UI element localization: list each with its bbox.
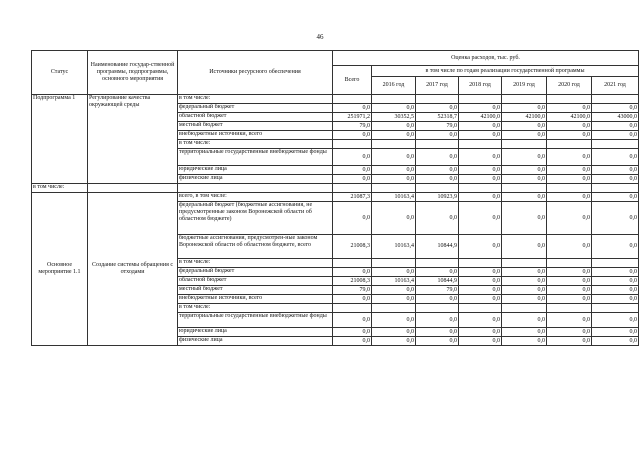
- source-cell: территориальные государственные внебюджетные фонды: [178, 149, 333, 166]
- value-cell: 42100,0: [459, 113, 502, 122]
- value-cell: [502, 259, 547, 268]
- value-cell: [502, 140, 547, 149]
- value-cell: 0,0: [592, 295, 639, 304]
- value-cell: 0,0: [592, 149, 639, 166]
- value-cell: 0,0: [333, 202, 372, 235]
- empty-cell: [502, 184, 547, 193]
- value-cell: [416, 95, 459, 104]
- source-cell: в том числе:: [178, 304, 333, 313]
- value-cell: 0,0: [502, 328, 547, 337]
- row-status: Подпрограмма 1: [32, 95, 88, 184]
- value-cell: 10844,9: [416, 277, 459, 286]
- value-cell: 0,0: [502, 235, 547, 259]
- value-cell: 0,0: [333, 328, 372, 337]
- value-cell: 0,0: [547, 193, 592, 202]
- value-cell: 0,0: [333, 175, 372, 184]
- separator-row: [32, 184, 639, 193]
- value-cell: 0,0: [333, 295, 372, 304]
- value-cell: [372, 259, 416, 268]
- value-cell: 0,0: [547, 277, 592, 286]
- value-cell: 0,0: [372, 202, 416, 235]
- value-cell: 0,0: [459, 277, 502, 286]
- header-name: Наименование государ-ственной программы, подпрограммы, основного мероприятия: [88, 51, 178, 95]
- value-cell: 0,0: [372, 175, 416, 184]
- value-cell: 42100,0: [502, 113, 547, 122]
- value-cell: 0,0: [372, 295, 416, 304]
- value-cell: 10163,4: [372, 235, 416, 259]
- source-cell: всего, в том числе:: [178, 193, 333, 202]
- header-by-years: в том числе по годам реализации государственной программы: [372, 66, 639, 77]
- header-year: 2021 год: [592, 77, 639, 95]
- value-cell: 0,0: [502, 337, 547, 346]
- value-cell: 0,0: [333, 149, 372, 166]
- value-cell: 0,0: [592, 268, 639, 277]
- value-cell: 21008,3: [333, 277, 372, 286]
- source-cell: юридические лица: [178, 166, 333, 175]
- value-cell: [459, 304, 502, 313]
- row-name: Создание системы обращения с отходами: [88, 193, 178, 346]
- value-cell: 0,0: [416, 149, 459, 166]
- value-cell: 52318,7: [416, 113, 459, 122]
- value-cell: 0,0: [416, 175, 459, 184]
- empty-cell: [372, 184, 416, 193]
- value-cell: 0,0: [333, 268, 372, 277]
- source-cell: внебюджетные источники, всего: [178, 131, 333, 140]
- value-cell: [502, 304, 547, 313]
- value-cell: 0,0: [547, 202, 592, 235]
- header-year: 2016 год: [372, 77, 416, 95]
- value-cell: [459, 140, 502, 149]
- value-cell: [502, 95, 547, 104]
- value-cell: [547, 140, 592, 149]
- header-sources: Источники ресурсного обеспечения: [178, 51, 333, 95]
- value-cell: 0,0: [333, 131, 372, 140]
- source-cell: физические лица: [178, 337, 333, 346]
- header-total: Всего: [333, 66, 372, 95]
- value-cell: [416, 304, 459, 313]
- value-cell: 0,0: [592, 193, 639, 202]
- value-cell: 0,0: [592, 286, 639, 295]
- value-cell: 79,0: [416, 122, 459, 131]
- value-cell: 0,0: [547, 175, 592, 184]
- value-cell: 79,0: [333, 122, 372, 131]
- value-cell: 0,0: [416, 104, 459, 113]
- value-cell: 0,0: [416, 313, 459, 328]
- value-cell: 0,0: [459, 131, 502, 140]
- header-year: 2017 год: [416, 77, 459, 95]
- value-cell: 0,0: [459, 175, 502, 184]
- value-cell: [592, 140, 639, 149]
- empty-cell: [333, 184, 372, 193]
- value-cell: 0,0: [547, 122, 592, 131]
- value-cell: [333, 95, 372, 104]
- value-cell: 0,0: [592, 337, 639, 346]
- value-cell: 0,0: [592, 202, 639, 235]
- value-cell: [459, 95, 502, 104]
- value-cell: 0,0: [372, 149, 416, 166]
- value-cell: 10844,9: [416, 235, 459, 259]
- value-cell: 0,0: [416, 337, 459, 346]
- source-cell: областной бюджет: [178, 113, 333, 122]
- value-cell: [547, 304, 592, 313]
- value-cell: 0,0: [592, 235, 639, 259]
- value-cell: [592, 259, 639, 268]
- value-cell: 0,0: [459, 202, 502, 235]
- value-cell: 79,0: [416, 286, 459, 295]
- value-cell: 0,0: [372, 131, 416, 140]
- value-cell: 0,0: [333, 337, 372, 346]
- value-cell: 30352,5: [372, 113, 416, 122]
- value-cell: 0,0: [459, 313, 502, 328]
- header-year: 2018 год: [459, 77, 502, 95]
- source-cell: областной бюджет: [178, 277, 333, 286]
- value-cell: 0,0: [592, 104, 639, 113]
- value-cell: 0,0: [547, 149, 592, 166]
- value-cell: 0,0: [547, 166, 592, 175]
- empty-cell: [416, 184, 459, 193]
- source-cell: территориальные государственные внебюджетные фонды: [178, 313, 333, 328]
- value-cell: 0,0: [459, 295, 502, 304]
- value-cell: 0,0: [547, 235, 592, 259]
- value-cell: 0,0: [459, 166, 502, 175]
- value-cell: [416, 259, 459, 268]
- value-cell: 0,0: [416, 328, 459, 337]
- value-cell: [547, 95, 592, 104]
- row-name: Регулирование качества окружающей среды: [88, 95, 178, 184]
- value-cell: 0,0: [372, 313, 416, 328]
- value-cell: 0,0: [416, 131, 459, 140]
- page-number: 46: [316, 33, 324, 41]
- value-cell: 0,0: [592, 277, 639, 286]
- value-cell: 0,0: [547, 104, 592, 113]
- value-cell: 0,0: [592, 131, 639, 140]
- value-cell: [372, 95, 416, 104]
- value-cell: [333, 259, 372, 268]
- value-cell: 0,0: [372, 166, 416, 175]
- source-cell: федеральный бюджет (бюджетные ассигнования, не предусмотренные законом Воронежской области об областном бюджете): [178, 202, 333, 235]
- value-cell: 0,0: [502, 131, 547, 140]
- source-cell: физические лица: [178, 175, 333, 184]
- header-year: 2019 год: [502, 77, 547, 95]
- source-cell: местный бюджет: [178, 122, 333, 131]
- value-cell: 0,0: [592, 166, 639, 175]
- value-cell: 0,0: [372, 122, 416, 131]
- value-cell: 0,0: [502, 122, 547, 131]
- value-cell: 0,0: [502, 286, 547, 295]
- value-cell: 0,0: [459, 122, 502, 131]
- value-cell: 0,0: [459, 268, 502, 277]
- source-cell: юридические лица: [178, 328, 333, 337]
- value-cell: 0,0: [502, 149, 547, 166]
- value-cell: 0,0: [459, 286, 502, 295]
- value-cell: 0,0: [502, 277, 547, 286]
- value-cell: 0,0: [502, 295, 547, 304]
- value-cell: 0,0: [372, 268, 416, 277]
- source-cell: внебюджетные источники, всего: [178, 295, 333, 304]
- value-cell: 0,0: [333, 104, 372, 113]
- header-status: Статус: [32, 51, 88, 95]
- value-cell: 0,0: [333, 166, 372, 175]
- value-cell: 10163,4: [372, 277, 416, 286]
- empty-cell: [547, 184, 592, 193]
- value-cell: 0,0: [592, 122, 639, 131]
- value-cell: [372, 304, 416, 313]
- value-cell: [416, 140, 459, 149]
- value-cell: 0,0: [547, 328, 592, 337]
- value-cell: 0,0: [416, 295, 459, 304]
- value-cell: 0,0: [592, 328, 639, 337]
- value-cell: 0,0: [333, 313, 372, 328]
- value-cell: 0,0: [459, 328, 502, 337]
- source-cell: федеральный бюджет: [178, 268, 333, 277]
- value-cell: [592, 304, 639, 313]
- empty-cell: [459, 184, 502, 193]
- value-cell: [592, 95, 639, 104]
- separator-label: в том числе:: [32, 184, 88, 193]
- value-cell: 0,0: [459, 235, 502, 259]
- value-cell: 251971,2: [333, 113, 372, 122]
- value-cell: 0,0: [372, 286, 416, 295]
- value-cell: 0,0: [416, 202, 459, 235]
- value-cell: 0,0: [547, 286, 592, 295]
- value-cell: 0,0: [502, 313, 547, 328]
- source-cell: бюджетные ассигнования, предусмотрен-ные законом Воронежской области об областном бюджете, всего: [178, 235, 333, 259]
- value-cell: 0,0: [459, 337, 502, 346]
- value-cell: 0,0: [547, 337, 592, 346]
- value-cell: 0,0: [547, 295, 592, 304]
- value-cell: 0,0: [372, 104, 416, 113]
- value-cell: 0,0: [502, 202, 547, 235]
- table-row: [32, 95, 639, 104]
- source-cell: в том числе:: [178, 140, 333, 149]
- empty-cell: [88, 184, 178, 193]
- value-cell: [333, 304, 372, 313]
- value-cell: 0,0: [416, 268, 459, 277]
- value-cell: 10163,4: [372, 193, 416, 202]
- value-cell: [547, 259, 592, 268]
- header-estimate: Оценка расходов, тыс. руб.: [333, 51, 639, 66]
- value-cell: 10923,9: [416, 193, 459, 202]
- value-cell: [459, 259, 502, 268]
- value-cell: 0,0: [502, 104, 547, 113]
- value-cell: 0,0: [547, 268, 592, 277]
- value-cell: 79,0: [333, 286, 372, 295]
- value-cell: 0,0: [502, 193, 547, 202]
- value-cell: 0,0: [592, 313, 639, 328]
- value-cell: 0,0: [459, 193, 502, 202]
- value-cell: 0,0: [416, 166, 459, 175]
- row-status: Основное мероприятие 1.1: [32, 193, 88, 346]
- source-cell: в том числе:: [178, 259, 333, 268]
- empty-cell: [592, 184, 639, 193]
- value-cell: 0,0: [592, 175, 639, 184]
- value-cell: 0,0: [459, 104, 502, 113]
- value-cell: 21087,3: [333, 193, 372, 202]
- value-cell: 0,0: [502, 166, 547, 175]
- source-cell: в том числе:: [178, 95, 333, 104]
- value-cell: 0,0: [547, 313, 592, 328]
- source-cell: федеральный бюджет: [178, 104, 333, 113]
- value-cell: 0,0: [502, 268, 547, 277]
- table-row: [32, 193, 639, 202]
- value-cell: 0,0: [372, 328, 416, 337]
- value-cell: 0,0: [459, 149, 502, 166]
- value-cell: [333, 140, 372, 149]
- budget-table: [31, 50, 639, 346]
- value-cell: [372, 140, 416, 149]
- empty-cell: [178, 184, 333, 193]
- value-cell: 42100,0: [547, 113, 592, 122]
- header-year: 2020 год: [547, 77, 592, 95]
- value-cell: 0,0: [502, 175, 547, 184]
- value-cell: 43000,0: [592, 113, 639, 122]
- value-cell: 0,0: [372, 337, 416, 346]
- value-cell: 0,0: [547, 131, 592, 140]
- value-cell: 21008,3: [333, 235, 372, 259]
- source-cell: местный бюджет: [178, 286, 333, 295]
